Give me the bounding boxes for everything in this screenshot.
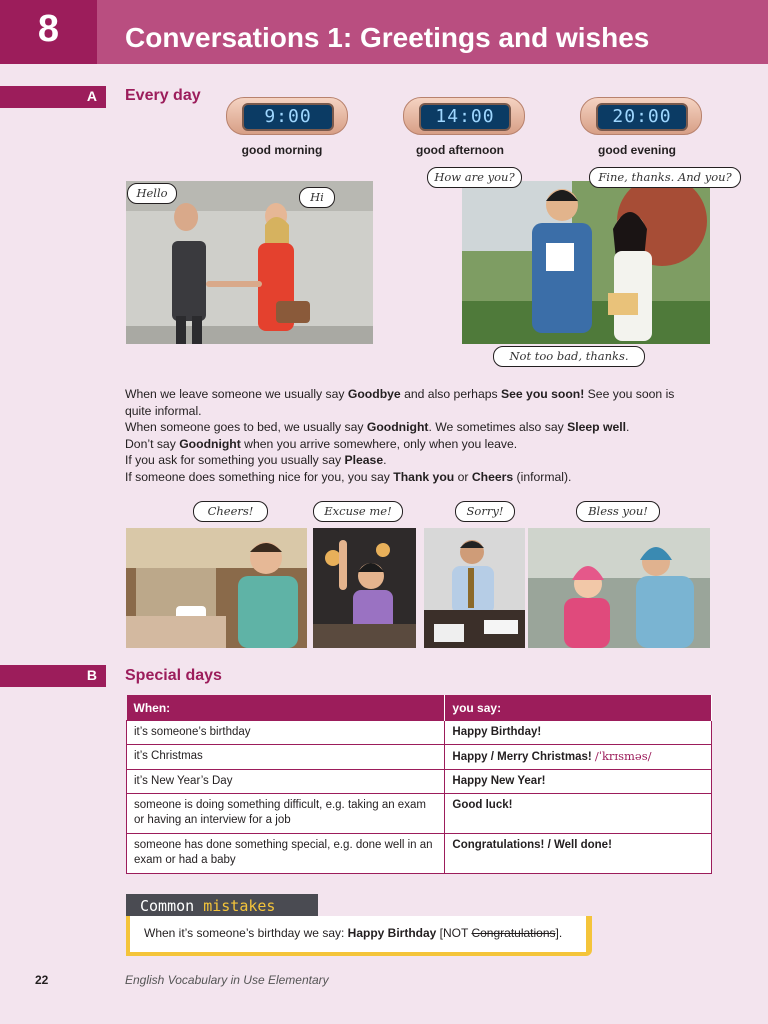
clock-evening-icon	[580, 97, 700, 137]
paragraph-keyword: Goodbye	[347, 387, 401, 401]
phonetic-transcription: /ˈkrɪsməs/	[594, 749, 652, 763]
clock-time: 20:00	[596, 103, 688, 131]
speech-bubble-how-are-you: How are you?	[427, 167, 522, 188]
explanation-paragraph	[125, 386, 725, 485]
table-header-row	[127, 695, 712, 721]
paragraph-line	[125, 419, 725, 436]
table-row	[127, 721, 712, 745]
clock-time: 14:00	[419, 103, 511, 131]
speech-bubble-hello: Hello	[127, 183, 177, 204]
clock-label-afternoon: good afternoon	[416, 143, 504, 157]
paragraph-text: or	[454, 469, 472, 484]
cm-text-strike: Congratulations	[471, 926, 556, 940]
section-a-title: Every day	[125, 87, 201, 104]
clock-time: 9:00	[242, 103, 334, 131]
clock-label-evening: good evening	[598, 143, 676, 157]
cell-say: Good luck!	[445, 794, 712, 834]
paragraph-line	[125, 403, 725, 420]
table-row	[127, 834, 712, 874]
paragraph-text: .	[383, 453, 387, 467]
common-mistakes-tab	[126, 894, 318, 918]
clock-morning-icon	[226, 97, 346, 137]
paragraph-keyword: See you soon!	[500, 387, 585, 401]
cell-when: someone is doing something difficult, e.g. taking an exam or having an interview for a job	[127, 794, 445, 834]
cell-say: Congratulations! / Well done!	[445, 834, 712, 874]
paragraph-text: If you ask for something you usually say	[125, 453, 345, 467]
paragraph-line	[125, 469, 725, 486]
photo-students	[462, 181, 710, 344]
clock-afternoon-icon	[403, 97, 523, 137]
paragraph-keyword: Cheers	[471, 469, 514, 484]
common-mistakes-word1: Common	[140, 897, 195, 915]
paragraph-keyword: Goodnight	[179, 436, 241, 451]
paragraph-text: .	[626, 420, 630, 434]
paragraph-keyword: Goodnight	[366, 420, 429, 434]
paragraph-line	[125, 436, 725, 453]
unit-number: 8	[37, 8, 60, 50]
photo-sorry	[424, 528, 525, 648]
cell-say: Happy New Year!	[445, 770, 712, 794]
paragraph-text: Don’t say	[125, 436, 180, 451]
speech-bubble-hi: Hi	[299, 187, 335, 208]
photo-cafe-cheers	[126, 528, 307, 648]
special-days-table	[126, 695, 712, 874]
paragraph-text: when you arrive somewhere, only when you leave.	[240, 436, 518, 451]
cell-when: it’s someone’s birthday	[127, 721, 445, 745]
cell-say: Happy Birthday!	[445, 721, 712, 745]
paragraph-text: When we leave someone we usually say	[125, 387, 348, 401]
photo-handshake	[126, 181, 373, 344]
photo-bless-you	[528, 528, 710, 648]
paragraph-text: If someone does something nice for you, you say	[125, 469, 394, 484]
table-row	[127, 794, 712, 834]
speech-bubble-bless-you: Bless you!	[576, 501, 660, 522]
paragraph-text: and also perhaps	[400, 387, 501, 401]
page-number: 22	[35, 973, 49, 987]
speech-bubble-sorry: Sorry!	[455, 501, 515, 522]
cm-text-pre: When it’s someone’s birthday we say:	[144, 926, 348, 940]
clock-label-morning: good morning	[241, 143, 323, 157]
speech-bubble-excuse-me: Excuse me!	[313, 501, 403, 522]
speech-bubble-fine-thanks: Fine, thanks. And you?	[589, 167, 741, 188]
photo-excuse-me	[313, 528, 416, 648]
speech-bubble-not-too-bad: Not too bad, thanks.	[493, 346, 645, 367]
paragraph-text: When someone goes to bed, we usually say	[125, 420, 367, 434]
paragraph-text: See you soon is	[584, 387, 675, 401]
paragraph-text: (informal).	[513, 469, 572, 484]
section-b-tab	[0, 665, 106, 687]
paragraph-keyword: Thank you	[393, 469, 455, 484]
paragraph-text: quite informal.	[125, 403, 202, 418]
cell-when: it’s Christmas	[127, 745, 445, 770]
cell-when: someone has done something special, e.g. done well in an exam or had a baby	[127, 834, 445, 874]
common-mistakes-text	[144, 926, 562, 940]
common-mistakes-box	[126, 916, 592, 956]
paragraph-line	[125, 452, 725, 469]
speech-bubble-cheers: Cheers!	[193, 501, 268, 522]
header-when: When:	[127, 695, 445, 721]
cm-text-end: ].	[555, 926, 563, 940]
cell-when: it’s New Year’s Day	[127, 770, 445, 794]
paragraph-line	[125, 386, 725, 403]
section-a-tab	[0, 86, 106, 108]
book-title: English Vocabulary in Use Elementary	[125, 973, 329, 987]
unit-number-box	[0, 0, 97, 64]
section-b-letter: B	[86, 667, 97, 683]
paragraph-text: . We sometimes also say	[428, 420, 568, 434]
paragraph-keyword: Sleep well	[567, 420, 627, 434]
cell-say	[445, 745, 712, 770]
common-mistakes-word2: mistakes	[203, 897, 276, 915]
say-text: Happy / Merry Christmas!	[452, 751, 592, 763]
table-row	[127, 770, 712, 794]
table-row	[127, 745, 712, 770]
section-a-letter: A	[86, 88, 97, 104]
cm-text-bold: Happy Birthday	[347, 926, 437, 940]
section-b-title: Special days	[125, 667, 222, 684]
cm-text-not: [NOT	[436, 926, 472, 940]
unit-title: Conversations 1: Greetings and wishes	[125, 22, 650, 53]
paragraph-keyword: Please	[344, 453, 384, 467]
header-you-say: you say:	[445, 695, 712, 721]
